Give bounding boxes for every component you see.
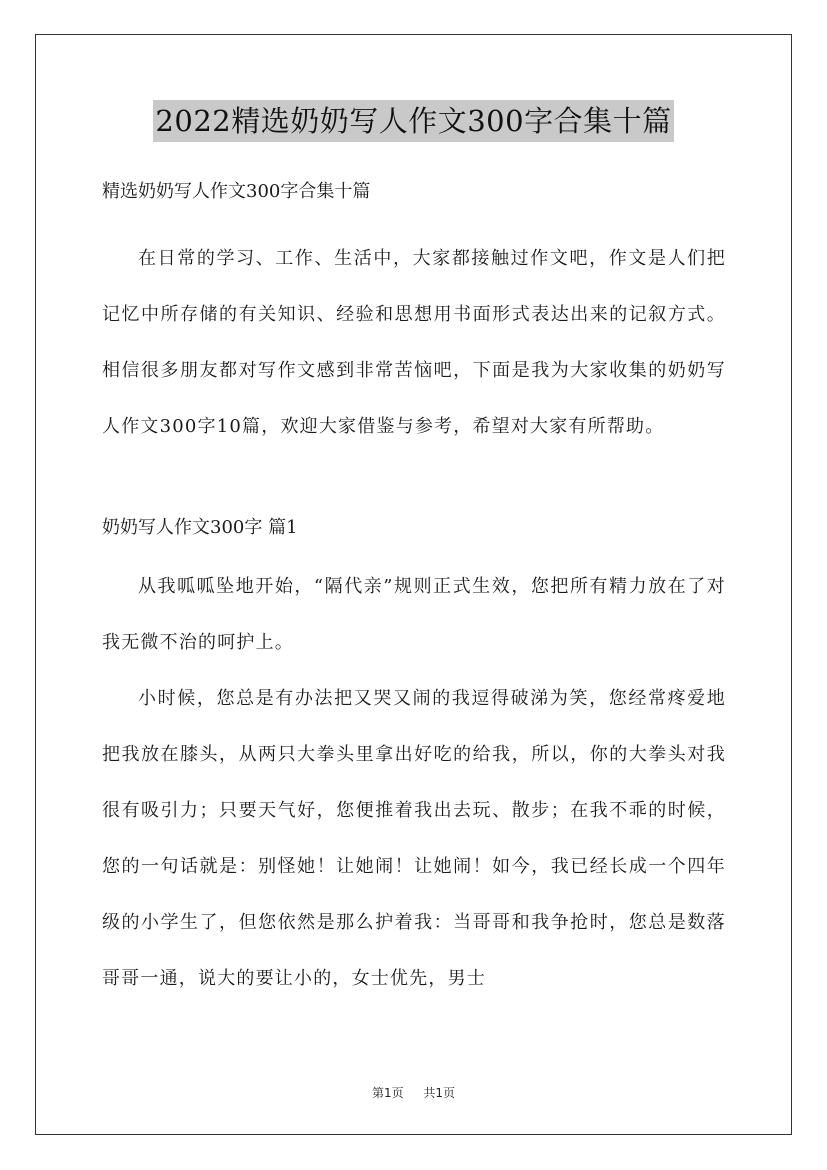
title-container bbox=[0, 100, 827, 142]
page-footer bbox=[0, 1084, 827, 1101]
page-number: 第1页 bbox=[372, 1086, 404, 1100]
section-spacer bbox=[102, 455, 726, 508]
section-paragraph: 从我呱呱坠地开始，“隔代亲”规则正式生效，您把所有精力放在了对我无微不治的呵护上。 bbox=[102, 576, 726, 653]
section-paragraph: 小时候，您总是有办法把又哭又闹的我逗得破涕为笑，您经常疼爱地把我放在膝头，从两只大拳头里拿出好吃的给我，所以，你的大拳头对我很有吸引力；只要天气好，您便推着我出去玩、散步；在我不乖的时候，您的一句话就是：别怪她！让她闹！让她闹！如今，我已经长成一个四年级的小学生了，但您依然是那么护着我：当哥哥和我争抢时，您总是数落哥哥一通，说大的要让小的，女士优先，男士 bbox=[102, 688, 726, 989]
document-subtitle: 精选奶奶写人作文300字合集十篇 bbox=[102, 181, 371, 202]
document-body bbox=[102, 174, 726, 1007]
page-total: 共1页 bbox=[423, 1086, 455, 1100]
document-title: 2022精选奶奶写人作文300字合集十篇 bbox=[153, 100, 673, 142]
section-heading: 奶奶写人作文300字 篇1 bbox=[102, 517, 298, 538]
intro-paragraph: 在日常的学习、工作、生活中，大家都接触过作文吧，作文是人们把记忆中所存储的有关知识、经验和思想用书面形式表达出来的记叙方式。相信很多朋友都对写作文感到非常苦恼吧，下面是我为大家收集的奶奶写人作文300字10篇，欢迎大家借鉴与参考，希望对大家有所帮助。 bbox=[102, 248, 726, 437]
